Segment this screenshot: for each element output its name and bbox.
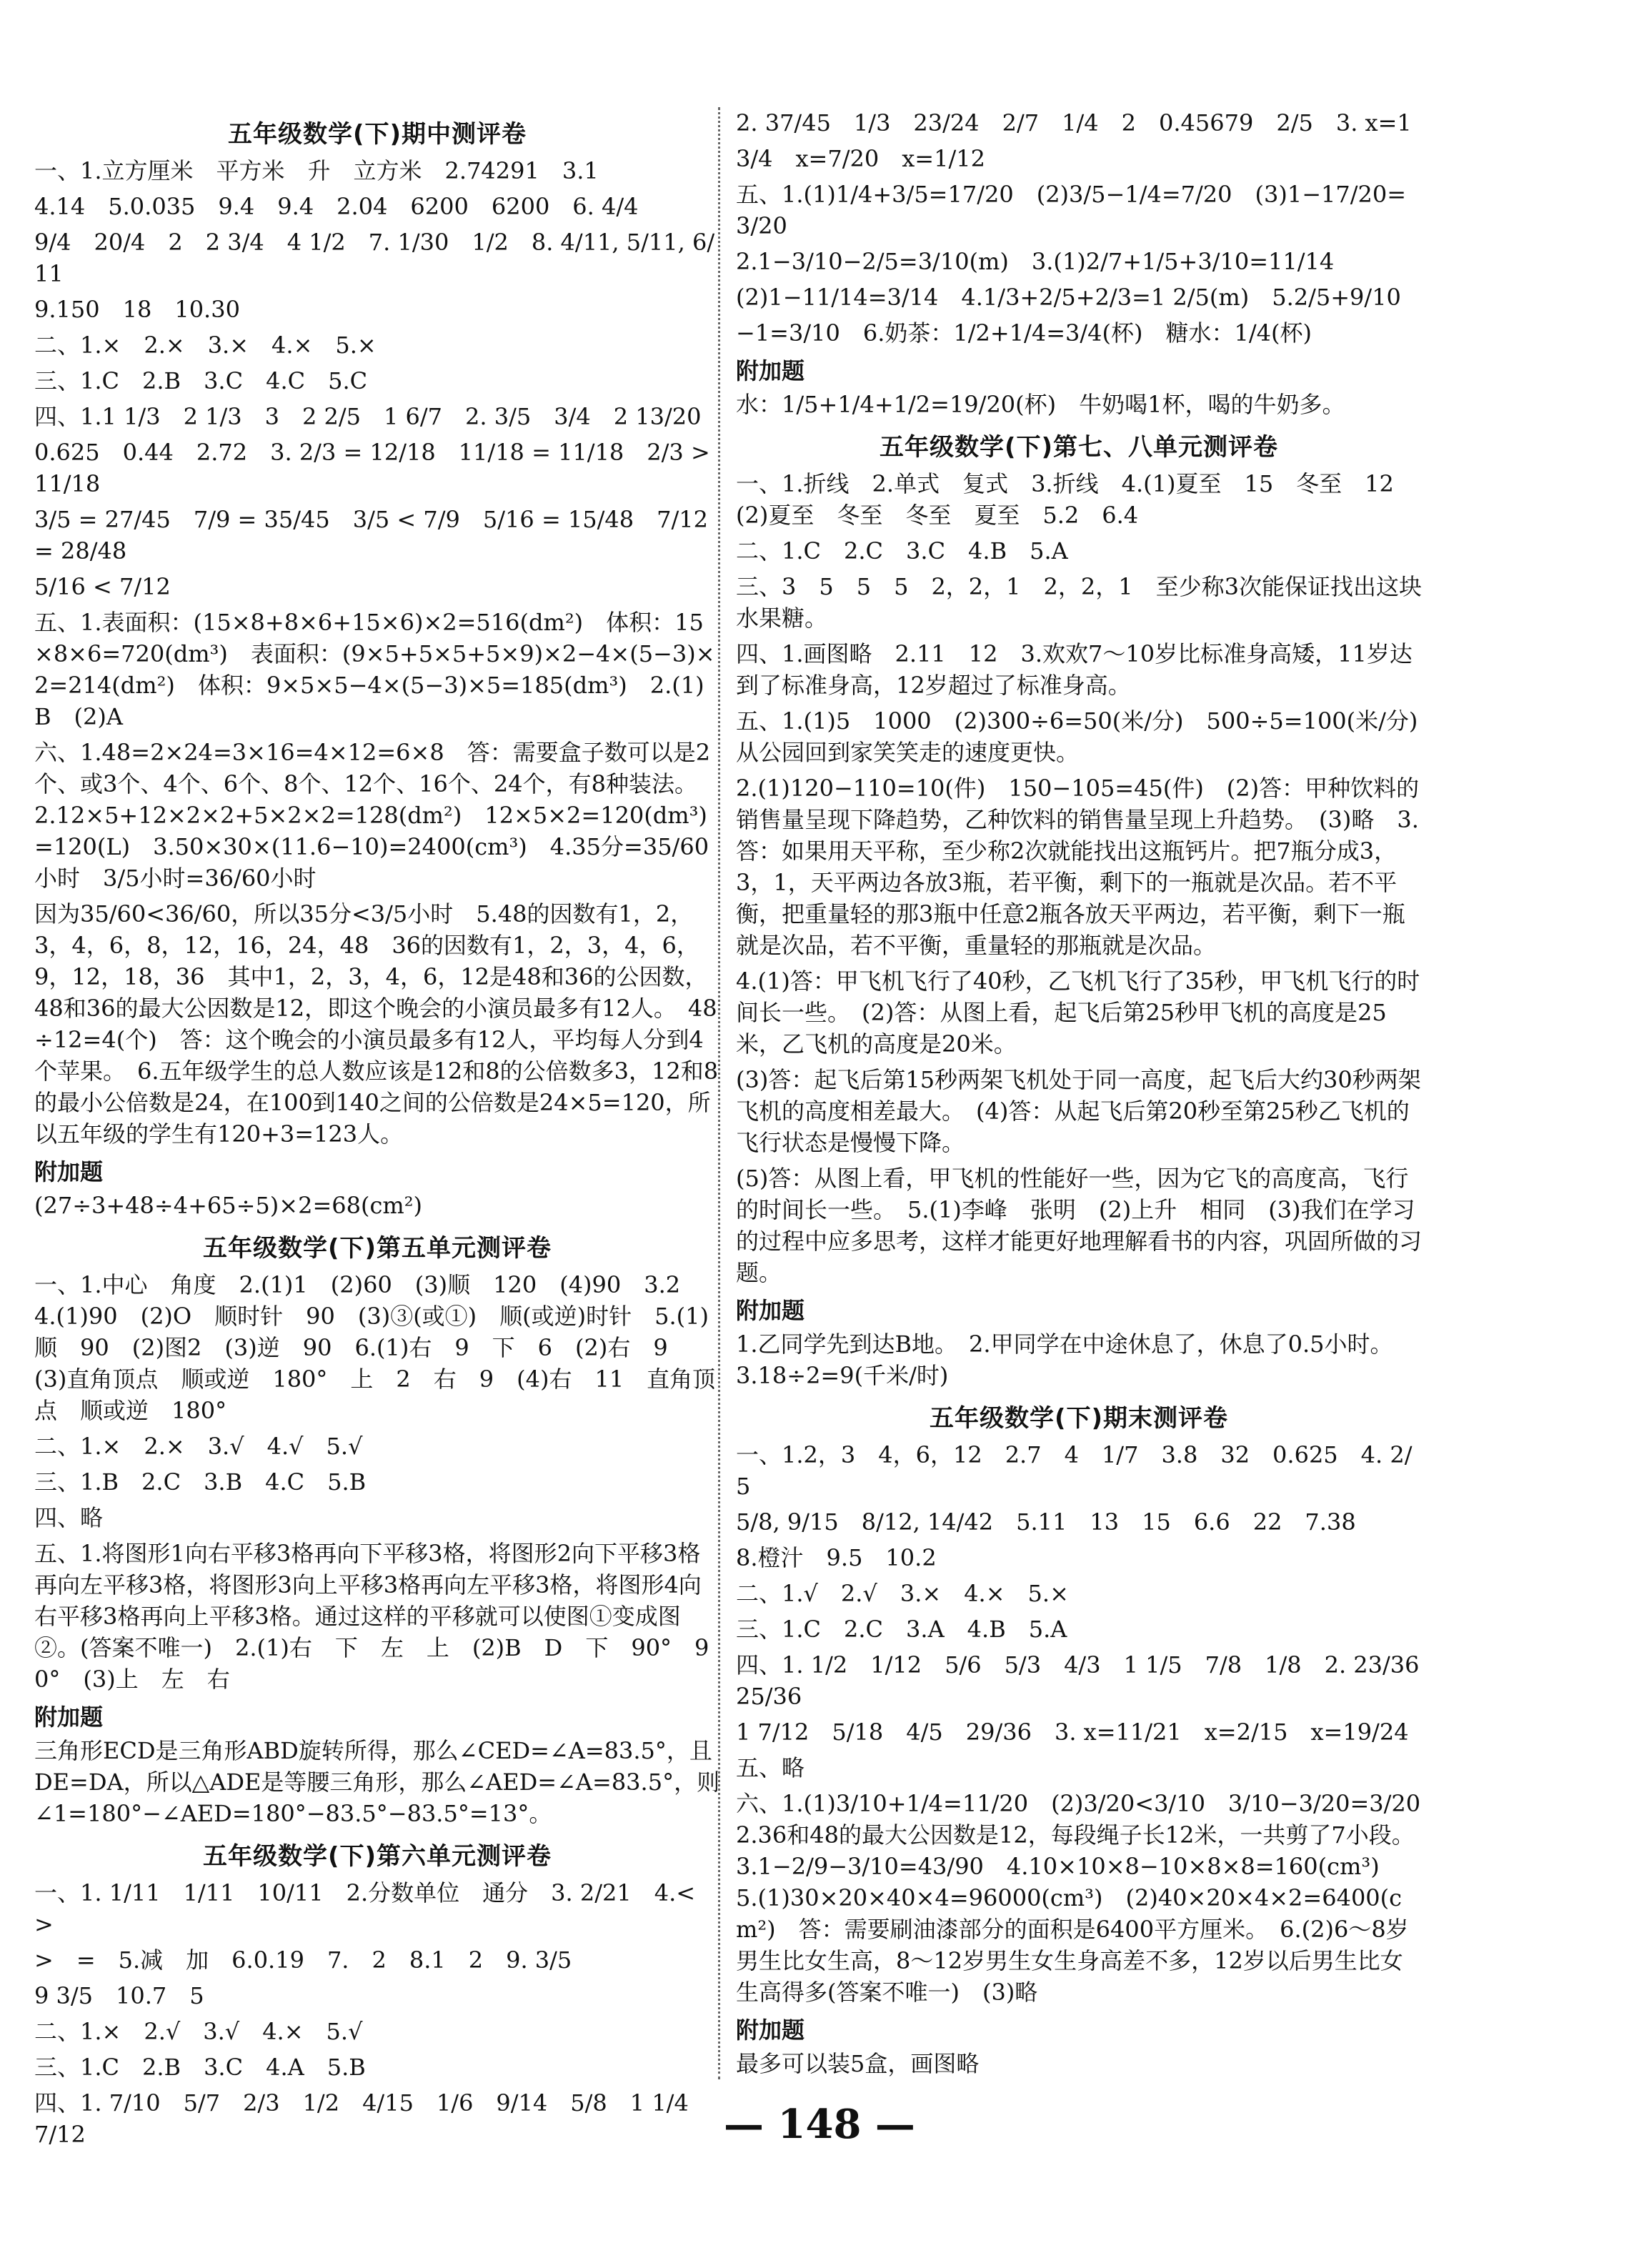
right-column [736, 107, 1444, 2084]
answer-line: 二、1.× 2.× 3.√ 4.√ 5.√ [34, 1433, 363, 1460]
answer-line: 六、1.(1)3/10+1/4=11/20 (2)3/20<3/10 3/10−3/20=3/20 2.36和48的最大公因数是12，每段绳子长12米，一共剪了7小段。 3.1−2/9−3/10=43/90 4.10×10×8−10×8×8=160(cm³) 5.(1)30×20×40×4=96000(cm³) (2)40×20×4×2=6400(cm²) 答：需要刷油漆部分的面积是6400平方厘米。 6.(2)6～8岁男生比女生高，8～12岁男生女生身高差不多，12岁以后男生比女生高得多(答案不唯一) (3)略 [736, 1790, 1444, 2006]
left-column [34, 107, 720, 2154]
answer-line: 9.150 18 10.30 [34, 296, 240, 323]
bonus-heading: 附加题 [34, 1704, 104, 1731]
answer-line: 因为35/60<36/60，所以35分<3/5小时 5.48的因数有1，2，3，4，6，8，12，16，24，48 36的因数有1，2，3，4，6，9，12，18，36 其中1，2，3，4，6，12是48和36的公因数，48和36的最大公因数是12，即这个晚会的小演员最多有12人。 48÷12=4(个) 答：这个晚会的小演员最多有12人，平均每人分到4个苹果。 6.五年级学生的总人数应该是12和8的公倍数多3，12和8的最小公倍数是24，在100到140之间的公倍数是24×5=120，所以五年级的学生有120+3=123人。 [34, 900, 719, 1148]
answer-line: 9/4 20/4 2 2 3/4 4 1/2 7. 1/30 1/2 8. 4/11, 5/11, 6/11 [34, 229, 715, 287]
answer-line: −1=3/10 6.奶茶：1/2+1/4=3/4(杯) 糖水：1/4(杯) [736, 319, 1312, 347]
answer-line: 一、1.2，3 4，6，12 2.7 4 1/7 3.8 32 0.625 4. 2/5 [736, 1441, 1413, 1500]
answer-line: 2.(1)120−110=10(件) 150−105=45(件) (2)答：甲种饮料的销售量呈现下降趋势，乙种饮料的销售量呈现上升趋势。 (3)略 3.答：如果用天平称，至少称2次就能找出这瓶钙片。把7瓶分成3，3，1，天平两边各放3瓶，若平衡，剩下的一瓶就是次品。若不平衡，把重量轻的那3瓶中任意2瓶各放天平两边，若平衡，剩下一瓶就是次品，若不平衡，重量轻的那瓶就是次品。 [736, 775, 1420, 959]
answer-line: 4.14 5.0.035 9.4 9.4 2.04 6200 6200 6. 4/4 [34, 193, 639, 220]
bonus-heading: 附加题 [736, 2016, 805, 2044]
answer-line: 六、1.48=2×24=3×16=4×12=6×8 答：需要盒子数可以是2个、或3个、4个、6个、8个、12个、16个、24个，有8种装法。 2.12×5+12×2×2+5×2×2=128(dm²) 12×5×2=120(dm³)=120(L) 3.50×30×(11.6−10)=2400(cm³) 4.35分=35/60小时 3/5小时=36/60小时 [34, 739, 711, 892]
answer-line: 四、略 [34, 1504, 104, 1531]
answer-line: 9 3/5 10.7 5 [34, 1982, 204, 2009]
answer-line: 四、1. 1/2 1/12 5/6 5/3 4/3 1 1/5 7/8 1/8 2. 23/36 25/36 [736, 1651, 1443, 1710]
section-title: 五年级数学(下)第七、八单元测评卷 [879, 433, 1279, 462]
answer-line: 0.625 0.44 2.72 3. 2/3 = 12/18 11/18 = 11/18 2/3 > 11/18 [34, 439, 717, 497]
answer-line: 二、1.× 2.√ 3.√ 4.× 5.√ [34, 2018, 363, 2045]
answer-line: 五、1.将图形1向右平移3格再向下平移3格，将图形2向下平移3格再向左平移3格，将图形3向上平移3格再向左平移3格，将图形4向右平移3格再向上平移3格。通过这样的平移就可以使图①变成图②。(答案不唯一) 2.(1)右 下 左 上 (2)B D 下 90° 90° (3)上 左 右 [34, 1540, 709, 1693]
answer-line: 3/5 = 27/45 7/9 = 35/45 3/5 < 7/9 5/16 = 15/48 7/12 = 28/48 [34, 506, 716, 564]
answer-line: 1 7/12 5/18 4/5 29/36 3. x=11/21 x=2/15 x=19/24 [736, 1719, 1409, 1746]
answer-line: (3)答：起飞后第15秒两架飞机处于同一高度，起飞后大约30秒两架飞机的高度相差最大。 (4)答：从起飞后第20秒至第25秒乙飞机的飞行状态是慢慢下降。 [736, 1066, 1421, 1156]
answer-line: 四、1.画图略 2.11 12 3.欢欢7～10岁比标准身高矮，11岁达到了标准身高，12岁超过了标准身高。 [736, 640, 1413, 699]
answer-line: > = 5.减 加 6.0.19 7. 2 8.1 2 9. 3/5 [34, 1946, 572, 1974]
answer-line: 8.橙汁 9.5 10.2 [736, 1544, 937, 1571]
answer-line: 三、1.B 2.C 3.B 4.C 5.B [34, 1468, 367, 1496]
answer-line: 四、1. 7/10 5/7 2/3 1/2 4/15 1/6 9/14 5/8 1 1/4 7/12 [34, 2089, 712, 2148]
answer-line: 五、1.表面积：(15×8+8×6+15×6)×2=516(dm²) 体积：15×8×6=720(dm³) 表面积：(9×5+5×5+5×9)×2−4×(5−3)×2=214(dm²) 体积：9×5×5−4×(5−3)×5=185(dm³) 2.(1)B (2)A [34, 609, 715, 730]
answer-line: 三、1.C 2.B 3.C 4.A 5.B [34, 2054, 366, 2081]
answer-line: 水：1/5+1/4+1/2=19/20(杯) 牛奶喝1杯，喝的牛奶多。 [736, 391, 1345, 418]
answer-line: 4.(1)答：甲飞机飞行了40秒，乙飞机飞行了35秒，甲飞机飞行的时间长一些。 (2)答：从图上看，起飞后第25秒甲飞机的高度是25米，乙飞机的高度是20米。 [736, 968, 1420, 1058]
answer-line: 二、1.√ 2.√ 3.× 4.× 5.× [736, 1580, 1069, 1607]
answer-line: 2. 37/45 1/3 23/24 2/7 1/4 2 0.45679 2/5 3. x=1 [736, 109, 1412, 136]
page-number: — 148 — [724, 2101, 915, 2148]
answer-line: 一、1.折线 2.单式 复式 3.折线 4.(1)夏至 15 冬至 12 (2)夏至 冬至 冬至 夏至 5.2 6.4 [736, 470, 1417, 529]
answer-line: 3/4 x=7/20 x=1/12 [736, 145, 985, 172]
bonus-heading: 附加题 [34, 1158, 104, 1185]
answer-line: 5/8, 9/15 8/12, 14/42 5.11 13 15 6.6 22 7.38 [736, 1508, 1356, 1536]
answer-line: 一、1.中心 角度 2.(1)1 (2)60 (3)顺 120 (4)90 3.2 4.(1)90 (2)O 顺时针 90 (3)③(或①) 顺(或逆)时针 5.(1)顺 90 (2)图2 (3)逆 90 6.(1)右 9 下 6 (2)右 9 (3)直角顶点 顺或逆 180° 上 2 右 9 (4)右 11 直角顶点 顺或逆 180° [34, 1271, 716, 1424]
bonus-heading: 附加题 [736, 357, 805, 384]
answer-line: 三、1.C 2.B 3.C 4.C 5.C [34, 367, 368, 394]
answer-line: 二、1.C 2.C 3.C 4.B 5.A [736, 537, 1068, 564]
bonus-heading: 附加题 [736, 1297, 805, 1324]
answer-line: (5)答：从图上看，甲飞机的性能好一些，因为它飞的高度高，飞行的时间长一些。 5.(1)李峰 张明 (2)上升 相同 (3)我们在学习的过程中应多思考，这样才能更好地理解看书的内容，巩固所做的习题。 [736, 1165, 1423, 1286]
answer-line: 2.1−3/10−2/5=3/10(m) 3.(1)2/7+1/5+3/10=11/14 [736, 248, 1335, 275]
answer-line: 三、1.C 2.C 3.A 4.B 5.A [736, 1616, 1067, 1643]
answer-line: 五、略 [736, 1754, 805, 1781]
answer-line: (27÷3+48÷4+65÷5)×2=68(cm²) [34, 1192, 423, 1219]
answer-line: 一、1. 1/11 1/11 10/11 2.分数单位 通分 3. 2/21 4.< > [34, 1879, 719, 1938]
answer-line: 三、3 5 5 5 2，2，1 2，2，1 至少称3次能保证找出这块水果糖。 [736, 573, 1422, 632]
answer-line: (2)1−11/14=3/14 4.1/3+2/5+2/3=1 2/5(m) 5.2/5+9/10 [736, 284, 1401, 311]
section-title: 五年级数学(下)期末测评卷 [929, 1404, 1229, 1433]
answer-line: 5/16 < 7/12 [34, 573, 171, 600]
answer-line: 二、1.× 2.× 3.× 4.× 5.× [34, 332, 377, 359]
answer-line: 四、1.1 1/3 2 1/3 3 2 2/5 1 6/7 2. 3/5 3/4 2 13/20 [34, 403, 702, 430]
section-title: 五年级数学(下)期中测评卷 [227, 120, 527, 149]
answer-line: 三角形ECD是三角形ABD旋转所得，那么∠CED=∠A=83.5°，且DE=DA，所以△ADE是等腰三角形，那么∠AED=∠A=83.5°，则∠1=180°−∠AED=180°−83.5°−83.5°=13°。 [34, 1737, 720, 1827]
answer-line: 最多可以装5盒，画图略 [736, 2050, 980, 2077]
section-title: 五年级数学(下)第五单元测评卷 [202, 1234, 552, 1263]
answer-line: 五、1.(1)1/4+3/5=17/20 (2)3/5−1/4=7/20 (3)1−17/20=3/20 [736, 181, 1407, 239]
section-title: 五年级数学(下)第六单元测评卷 [202, 1842, 552, 1871]
answer-line: 1.乙同学先到达B地。 2.甲同学在中途休息了，休息了0.5小时。 3.18÷2=9(千米/时) [736, 1331, 1405, 1389]
answer-line: 一、1.立方厘米 平方米 升 立方米 2.74291 3.1 [34, 157, 599, 184]
answer-line: 五、1.(1)5 1000 (2)300÷6=50(米/分) 500÷5=100(米/分) 从公园回到家笑笑走的速度更快。 [736, 707, 1441, 766]
column-divider [718, 107, 720, 2079]
